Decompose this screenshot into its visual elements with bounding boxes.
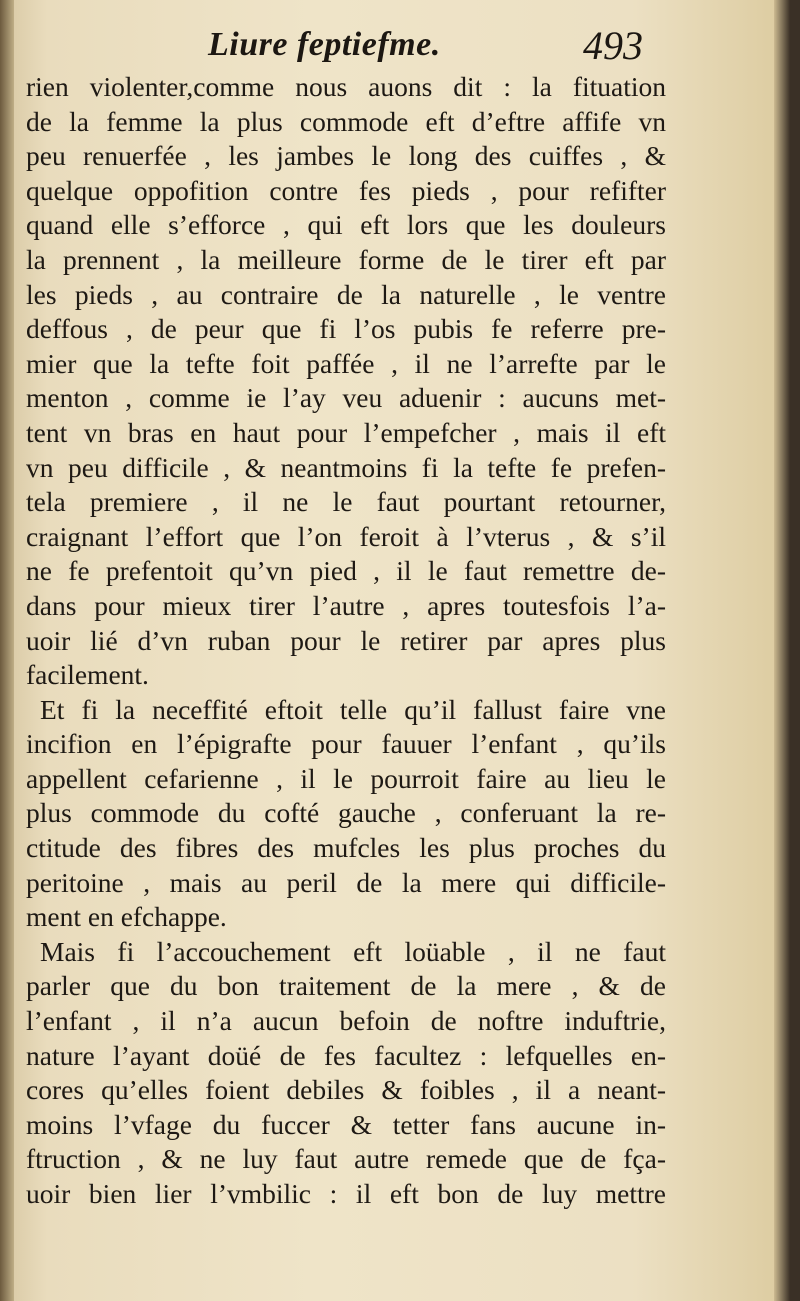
text-line: peu renuerfée , les jambes le long des cuiffes , & — [26, 140, 666, 172]
text-line: de la femme la plus commode eft d’eftre affife vn — [26, 105, 666, 137]
text-line: craignant l’effort que l’on feroit à l’vterus , & s’il — [26, 520, 666, 552]
text-line: rien violenter,comme nous auons dit : la fituation — [26, 71, 666, 102]
text-line: mier que la tefte foit paffée , il ne l’arrefte par le — [26, 347, 666, 379]
text-line: ftruction , & ne luy faut autre remede que de fça- — [26, 1143, 666, 1175]
text-line: peritoine , mais au peril de la mere qui difficile- — [26, 866, 666, 898]
running-title: Liure feptiefme. — [208, 26, 441, 63]
text-line: moins l’vfage du fuccer & tetter fans aucune in- — [26, 1108, 666, 1140]
book-spine-shadow — [0, 0, 14, 1301]
text-line: les pieds , au contraire de la naturelle , le ventre — [26, 278, 666, 310]
text-line: incifion en l’épigrafte pour fauuer l’enfant , qu’ils — [26, 728, 666, 760]
body-text — [26, 70, 666, 1212]
text-line: la prennent , la meilleure forme de le tirer eft par — [26, 243, 666, 275]
text-line: nature l’ayant doüé de fes facultez : lefquelles en- — [26, 1039, 666, 1071]
text-line: tela premiere , il ne le faut pourtant retourner, — [26, 486, 666, 518]
text-line: appellent cefarienne , il le pourroit faire au lieu le — [26, 762, 666, 794]
page-edge-shadow — [774, 0, 790, 1301]
text-line-paragraph-start: Mais fi l’accouchement eft loüable , il ne faut — [40, 935, 666, 967]
text-line: quelque oppofition contre fes pieds , pour refifter — [26, 174, 666, 206]
text-line: ne fe prefentoit qu’vn pied , il le faut remettre de- — [26, 555, 666, 587]
text-line: deffous , de peur que fi l’os pubis fe referre pre- — [26, 313, 666, 345]
text-line: plus commode du cofté gauche , conferuant la re- — [26, 797, 666, 829]
text-line: uoir lié d’vn ruban pour le retirer par apres plus — [26, 624, 666, 656]
text-line: dans pour mieux tirer l’autre , apres toutesfois l’a- — [26, 589, 666, 621]
text-line-paragraph-end: ment en efchappe. — [26, 901, 227, 933]
text-line: quand elle s’efforce , qui eft lors que les douleurs — [26, 209, 666, 241]
text-line: parler que du bon traitement de la mere , & de — [26, 970, 666, 1002]
text-line: menton , comme ie l’ay veu aduenir : aucuns met- — [26, 382, 666, 414]
text-line: uoir bien lier l’vmbilic : il eft bon de luy mettre — [26, 1178, 666, 1209]
text-line: ctitude des fibres des mufcles les plus proches du — [26, 832, 666, 864]
page-header — [0, 22, 790, 72]
text-line-paragraph-start: Et fi la neceffité eftoit telle qu’il fallust faire vne — [40, 693, 666, 725]
text-line: tent vn bras en haut pour l’empefcher , mais il eft — [26, 416, 666, 448]
text-line: l’enfant , il n’a aucun befoin de noftre induftrie, — [26, 1005, 666, 1037]
text-line-paragraph-end: facilement. — [26, 659, 149, 691]
text-line: cores qu’elles foient debiles & foibles , il a neant- — [26, 1074, 666, 1106]
page-number: 493 — [583, 23, 643, 68]
text-line: vn peu difficile , & neantmoins fi la tefte fe prefen- — [26, 451, 666, 483]
